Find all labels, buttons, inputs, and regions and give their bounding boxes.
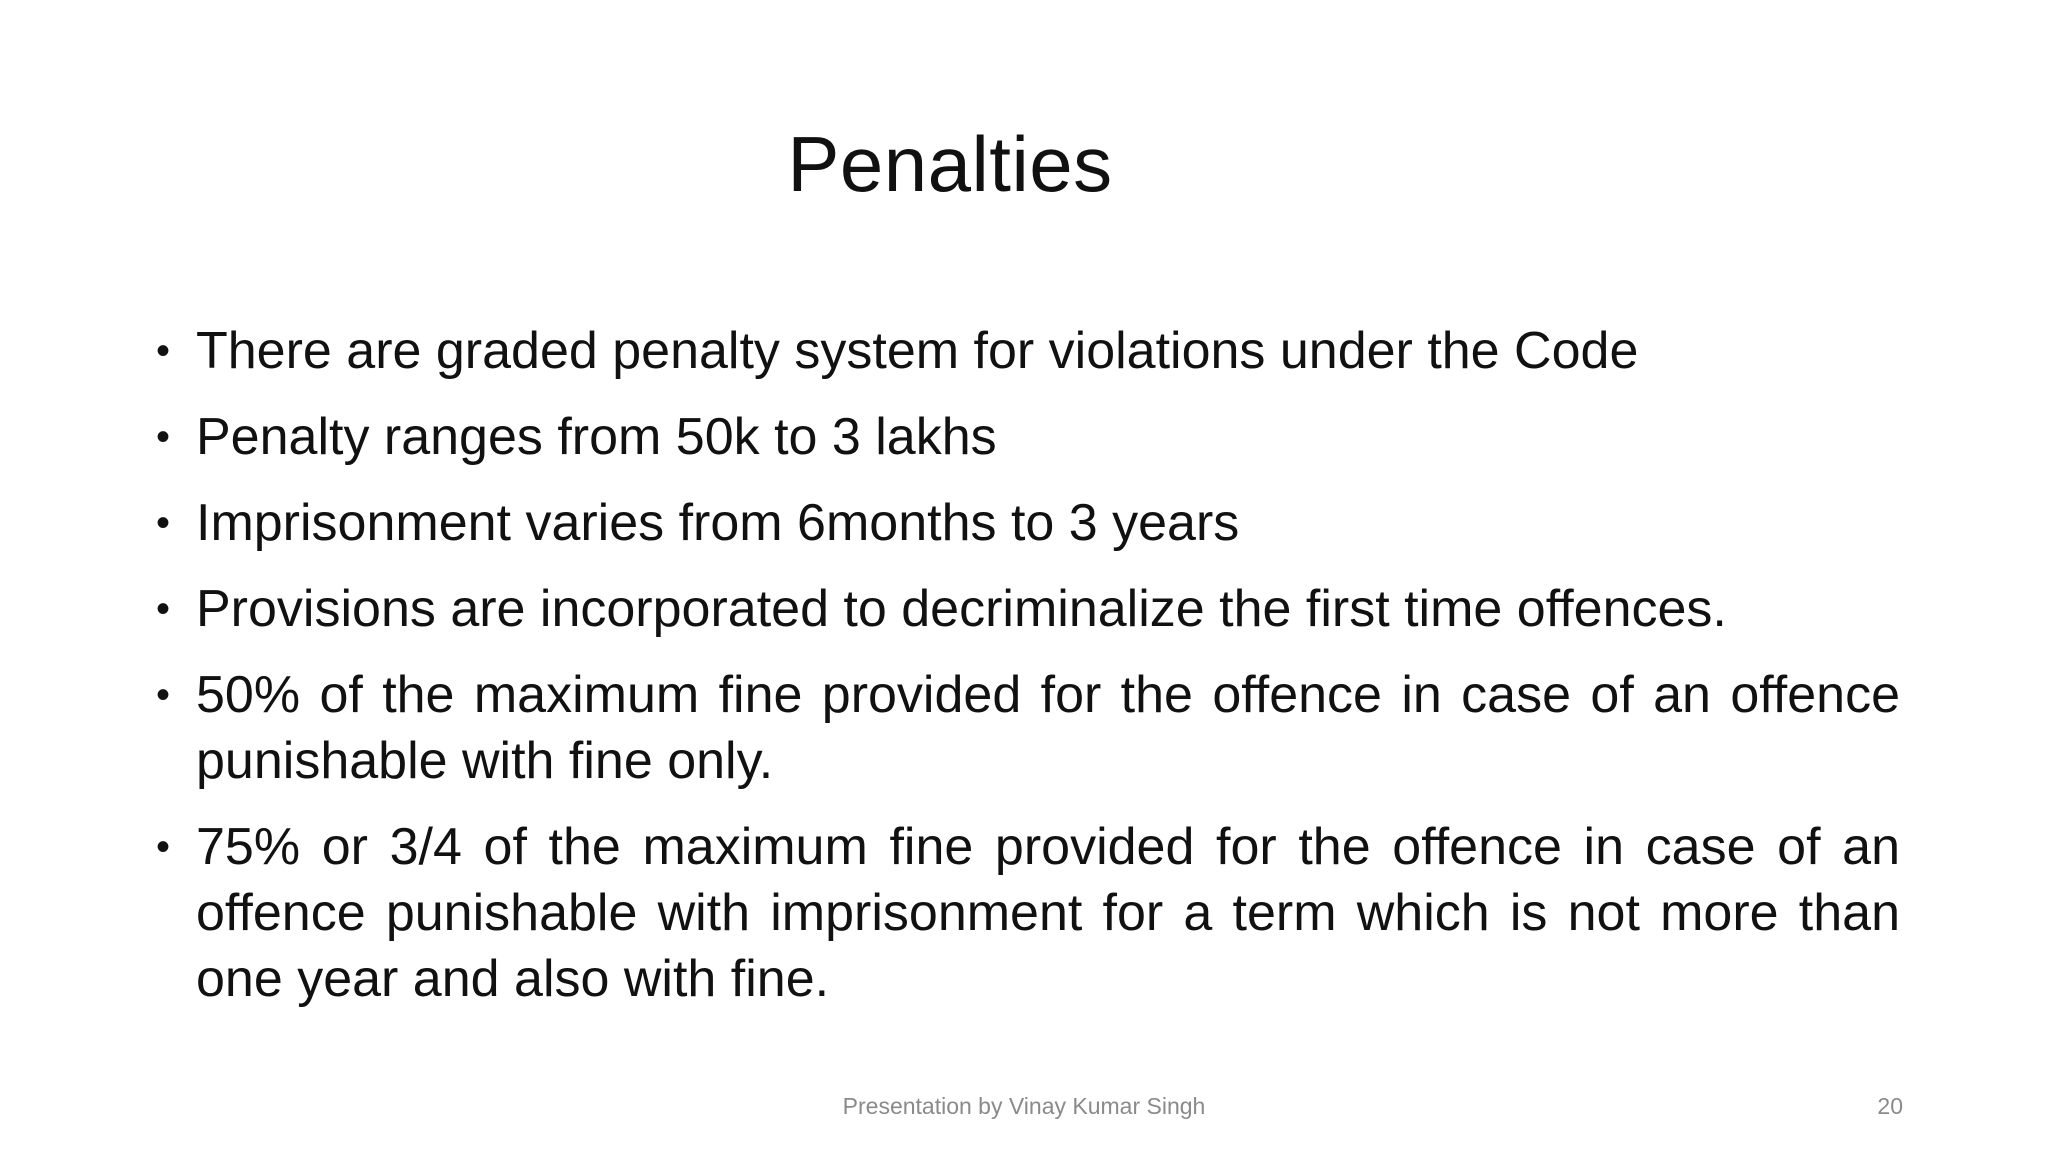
bullet-text: Penalty ranges from 50k to 3 lakhs: [196, 408, 997, 466]
bullet-dot-icon: •: [156, 673, 171, 717]
bullet-item: [156, 318, 1900, 384]
bullet-text: Provisions are incorporated to decriminalize the first time offences.: [196, 580, 1727, 638]
bullet-item: [156, 814, 1900, 1012]
bullet-item: [156, 490, 1900, 556]
bullet-item: [156, 576, 1900, 642]
bullet-dot-icon: •: [156, 501, 171, 545]
footer-text: Presentation by Vinay Kumar Singh: [842, 1093, 1206, 1119]
bullet-list: [156, 318, 1900, 1032]
bullet-dot-icon: •: [156, 587, 171, 631]
bullet-text: There are graded penalty system for violations under the Code: [196, 322, 1639, 380]
bullet-text: 75% or 3/4 of the maximum fine provided for the offence in case of an offence punishable with imprisonment for a term which is not more than one year and also with fine.: [196, 818, 1900, 1008]
bullet-item: [156, 404, 1900, 470]
bullet-dot-icon: •: [156, 329, 171, 373]
bullet-dot-icon: •: [156, 825, 171, 869]
bullet-text: Imprisonment varies from 6months to 3 years: [196, 494, 1240, 552]
slide-title: Penalties: [787, 120, 1113, 208]
page-number: 20: [1877, 1093, 1903, 1119]
bullet-text: 50% of the maximum fine provided for the offence in case of an offence punishable with fine only.: [196, 666, 1900, 790]
bullet-dot-icon: •: [156, 415, 171, 459]
bullet-item: [156, 662, 1900, 794]
